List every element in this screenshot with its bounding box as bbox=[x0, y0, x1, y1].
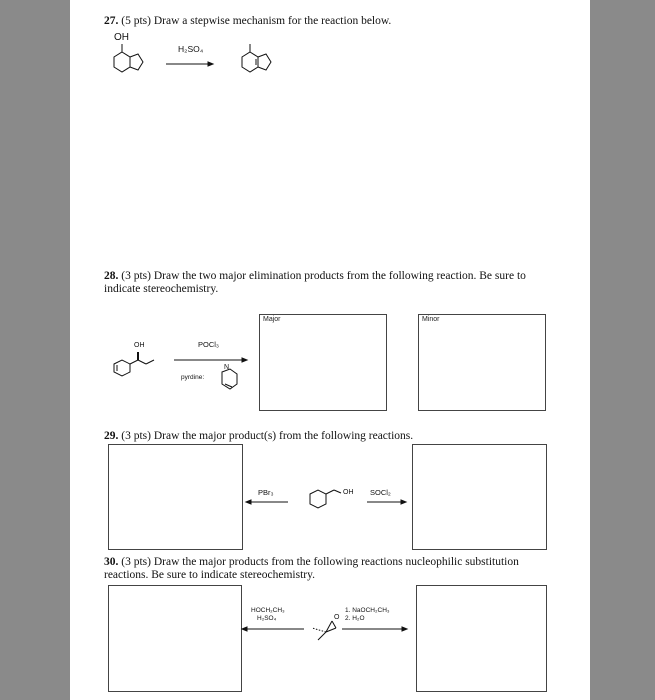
q27-reagent-label: H₂SO₄ bbox=[178, 44, 204, 54]
major-product-box[interactable] bbox=[259, 314, 387, 411]
pyridine-structure bbox=[215, 369, 245, 399]
q28-reactant-structure bbox=[104, 352, 164, 386]
major-box-label: Major bbox=[263, 316, 281, 323]
q27-oh-label: OH bbox=[114, 32, 129, 43]
q28-reaction-arrow bbox=[174, 356, 254, 366]
q27-reaction-arrow bbox=[166, 60, 226, 70]
q30-right-arrow bbox=[342, 625, 412, 635]
q27-product-structure bbox=[230, 44, 290, 84]
q29-left-answer-box[interactable] bbox=[108, 444, 243, 550]
q30-right-reagent-1: 1. NaOCH₂CH₃ bbox=[345, 607, 390, 614]
q28-reagent-label: POCl₃ bbox=[198, 340, 219, 349]
q28-solvent-label: pyrdine: bbox=[181, 374, 205, 381]
q29-right-reagent-label: SOCl₂ bbox=[370, 488, 391, 497]
q30-left-answer-box[interactable] bbox=[108, 585, 242, 692]
q27-reactant-structure bbox=[102, 44, 162, 84]
question-30: 30. (3 pts) Draw the major products from the following reactions nucleophilic substitution reactions. Be sure to indicate stereochemistry. bbox=[104, 556, 519, 581]
q29-oh-label: OH bbox=[343, 489, 354, 496]
q30-right-reagent-2: 2. H₂O bbox=[345, 615, 365, 622]
q29-left-reagent-label: PBr₃ bbox=[258, 488, 274, 497]
q30-epoxide-o-label: O bbox=[334, 614, 340, 621]
question-28: 28. (3 pts) Draw the two major elimination products from the following reaction. Be sure to indicate stereochemistry. bbox=[104, 270, 526, 295]
worksheet-page bbox=[70, 0, 590, 700]
q28-oh-label: OH bbox=[134, 342, 145, 349]
q30-left-reagent-2: H₂SO₄ bbox=[257, 615, 277, 622]
question-29: 29. (3 pts) Draw the major product(s) from the following reactions. bbox=[104, 430, 414, 442]
q29-right-answer-box[interactable] bbox=[412, 444, 547, 550]
minor-product-box[interactable] bbox=[418, 314, 546, 411]
q30-left-reagent-1: HOCH₂CH₃ bbox=[251, 607, 285, 614]
q28-pyridine-n-label: N bbox=[224, 364, 230, 371]
q29-left-arrow bbox=[246, 498, 296, 508]
minor-box-label: Minor bbox=[422, 316, 440, 323]
q30-left-arrow bbox=[242, 625, 312, 635]
q30-right-answer-box[interactable] bbox=[416, 585, 547, 692]
question-27: 27. (5 pts) Draw a stepwise mechanism for the reaction below. bbox=[104, 15, 392, 27]
q29-right-arrow bbox=[367, 498, 412, 508]
epoxide-structure bbox=[306, 620, 346, 644]
